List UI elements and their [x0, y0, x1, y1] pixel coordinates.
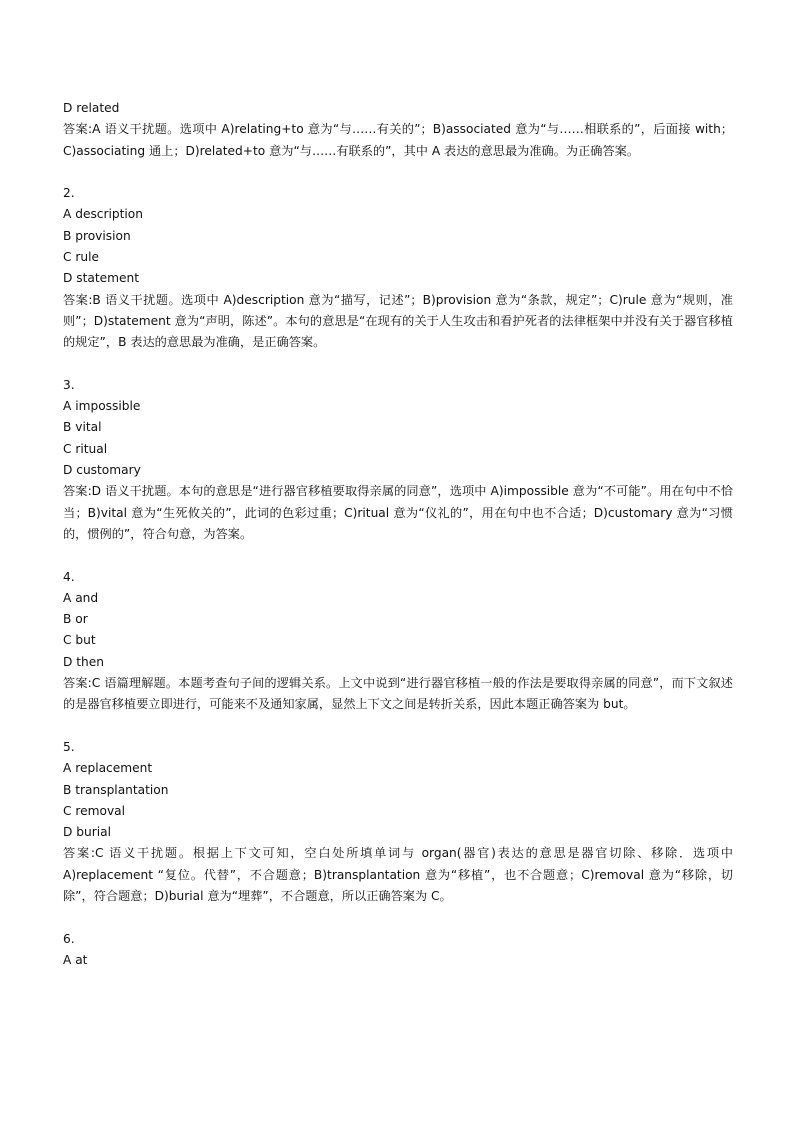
- option-d: D customary: [63, 463, 141, 478]
- option-c: C but: [63, 633, 96, 648]
- option-b: B or: [63, 612, 88, 627]
- question-number: 3.: [63, 377, 75, 392]
- question-2: [63, 183, 733, 353]
- option-a: A replacement: [63, 761, 153, 776]
- spacer: [63, 354, 733, 375]
- option-c: C rule: [63, 250, 100, 265]
- option-b: B transplantation: [63, 782, 169, 797]
- option-a: A at: [63, 952, 88, 967]
- question-number: 4.: [63, 569, 75, 584]
- answer-explanation: 答案:C 语义干扰题。根据上下文可知，空白处所填单词与 organ(器官)表达的意思是器官切除、移除．选项中 A)replacement “复位。代替”，不合题意；B)transplantation 意为“移植”，也不合题意；C)removal 意为“移除，切除”，符合题意；D)burial 意为“埋葬”，不合题意，所以正确答案为 C。: [63, 846, 733, 903]
- spacer: [63, 907, 733, 928]
- answer-explanation: 答案:A 语义干扰题。选项中 A)relating+to 意为“与……有关的”；B)associated 意为“与……相联系的”，后面接 with；C)associating 通上；D)related+to 意为“与……有联系的”，其中 A 表达的意思最为准确。为正确答案。: [63, 122, 733, 158]
- question-5: [63, 737, 733, 907]
- document-page: [63, 98, 733, 971]
- question-number: 6.: [63, 931, 75, 946]
- question-6: [63, 929, 733, 972]
- question-3: [63, 375, 733, 545]
- option-a: A description: [63, 207, 143, 222]
- option-a: A impossible: [63, 399, 141, 414]
- question-4: [63, 567, 733, 716]
- option-d: D then: [63, 654, 104, 669]
- option-b: B provision: [63, 228, 131, 243]
- spacer: [63, 162, 733, 183]
- option-b: B vital: [63, 420, 102, 435]
- option-d: D related: [63, 101, 120, 115]
- question-number: 2.: [63, 186, 75, 201]
- spacer: [63, 545, 733, 566]
- spacer: [63, 716, 733, 737]
- answer-explanation: 答案:D 语义干扰题。本句的意思是“进行器官移植要取得亲属的同意”，选项中 A)impossible 意为“不可能”。用在句中不恰当；B)vital 意为“生死攸关的”，此词的色彩过重；C)ritual 意为“仪礼的”，用在句中也不合适；D)customary 意为“习惯的，惯例的”，符合句意，为答案。: [63, 484, 733, 541]
- option-c: C ritual: [63, 441, 108, 456]
- answer-explanation: 答案:C 语篇理解题。本题考查句子间的逻辑关系。上文中说到“进行器官移植一般的作法是要取得亲属的同意”，而下文叙述的是器官移植要立即进行，可能来不及通知家属，显然上下文之间是转折关系，因此本题正确答案为 but。: [63, 676, 733, 712]
- option-a: A and: [63, 590, 99, 605]
- option-d: D burial: [63, 825, 111, 840]
- question-1: [63, 98, 733, 162]
- option-d: D statement: [63, 271, 140, 286]
- answer-explanation: 答案:B 语义干扰题。选项中 A)description 意为“描写，记述”；B)provision 意为“条款，规定”；C)rule 意为“规则，准则”；D)statement 意为“声明，陈述”。本句的意思是“在现有的关于人生攻击和看护死者的法律框架中并没有关于器官移植的规定”，B 表达的意思最为准确，是正确答案。: [63, 292, 733, 350]
- option-c: C removal: [63, 803, 126, 818]
- question-number: 5.: [63, 739, 75, 754]
